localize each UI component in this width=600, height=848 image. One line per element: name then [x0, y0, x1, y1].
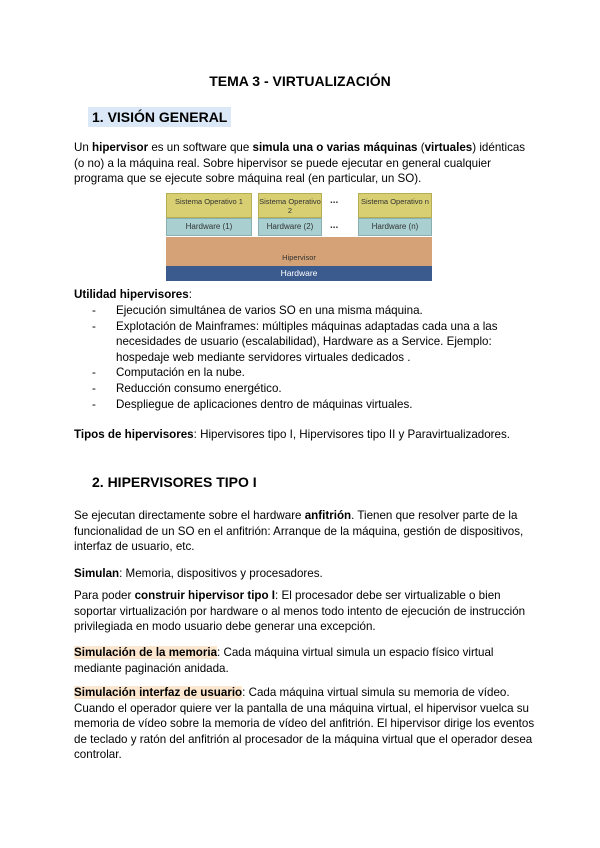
tipo1-paragraph-5 [74, 685, 536, 763]
tipo1-paragraph-3 [74, 588, 536, 635]
term-virtuales: virtuales [424, 141, 473, 154]
term-construir: construir hipervisor tipo I [134, 589, 276, 602]
term-hipervisor: hipervisor [92, 141, 149, 154]
tipos-text: : Hipervisores tipo I, Hipervisores tipo II y Paravirtualizadores. [193, 428, 511, 441]
page-title: TEMA 3 - VIRTUALIZACIÓN [209, 73, 391, 89]
intro-text-3: ( [417, 141, 425, 154]
diagram-hypervisor: Hipervisor [166, 237, 432, 266]
diagram-hw-1: Hardware (1) [166, 218, 252, 236]
utilidad-label [74, 287, 536, 303]
p2-text-1: : Memoria, dispositivos y procesadores. [119, 567, 323, 580]
highlight-simulacion-interfaz: Simulación interfaz de usuario [74, 686, 243, 699]
utilidad-label-text: Utilidad hipervisores [74, 288, 189, 301]
utilidad-colon: : [188, 288, 192, 301]
term-simula: simula una o varias máquinas [252, 141, 418, 154]
tipos-label: Tipos de hipervisores [74, 428, 194, 441]
p3-text-1: Para poder [74, 589, 135, 602]
tipo1-paragraph-4 [74, 645, 536, 676]
p5-text-1: : Cada máquina virtual simula su memoria de vídeo. Cuando el operador quiere ver la pantalla de una máquina virtual, el hipervisor vuelca su memoria de vídeo sobre la memoria de vídeo del anfitrión. El hipervisor dirige los eventos de teclado y ratón del anfitrión al procesador de la máquina virtual que el operador desea controlar. [74, 686, 535, 762]
highlight-simulacion-memoria: Simulación de la memoria [74, 646, 218, 659]
utilidad-list [92, 303, 532, 412]
list-item: - Ejecución simultánea de varios SO en una misma máquina. [92, 303, 532, 319]
tipo1-paragraph-1 [74, 508, 536, 555]
term-anfitrion: anfitrión [304, 509, 352, 522]
intro-text-2: es un software que [148, 141, 253, 154]
list-item: - Despliegue de aplicaciones dentro de máquinas virtuales. [92, 397, 532, 413]
intro-text-4: ) idénticas (o no) a la máquina real. Sobre hipervisor se puede ejecutar en general cualquier programa que se ejecute sobre máquina real (en particular, un SO). [74, 141, 526, 186]
intro-paragraph [74, 140, 536, 187]
p3-text-2: : El procesador debe ser virtualizable o bien soportar virtualización por hardware o al menos todo intento de ejecución de instrucción privilegiada en modo usuario debe generar una excepción. [74, 589, 526, 634]
diagram-hw-2: Hardware (2) [258, 218, 322, 236]
list-item: - Computación en la nube. [92, 365, 532, 381]
p1-text-2: . Tienen que resolver parte de la funcionalidad de un SO en el anfitrión: Arranque de la máquina, gestión de dispositivos, interfaz de usuario, etc. [74, 509, 524, 554]
diagram-so-2: Sistema Operativo 2 [258, 193, 322, 218]
diagram-hardware: Hardware [166, 266, 432, 281]
p4-text-1: : Cada máquina virtual simula un espacio físico virtual mediante paginación anidada. [74, 646, 494, 675]
p1-text-1: Se ejecutan directamente sobre el hardware [74, 509, 305, 522]
hypervisor-diagram [166, 193, 432, 281]
term-simulan: Simulan [74, 567, 120, 580]
list-item: - Reducción consumo energético. [92, 381, 532, 397]
diagram-hw-n: Hardware (n) [358, 218, 432, 236]
diagram-dots-top: ... [330, 195, 339, 206]
section-heading-vision-general: 1. VISIÓN GENERAL [88, 107, 231, 127]
diagram-dots-mid: ... [330, 220, 339, 231]
intro-text-1: Un [74, 141, 93, 154]
diagram-so-1: Sistema Operativo 1 [166, 193, 252, 218]
diagram-so-n: Sistema Operativo n [358, 193, 432, 218]
list-item: - Explotación de Mainframes: múltiples máquinas adaptadas cada una a las necesidades de usuario (escalabilidad), Hardware as a Service. Ejemplo: hospedaje web mediante servidores virtuales dedicados . [92, 319, 532, 366]
tipos-paragraph [74, 427, 536, 443]
section-heading-hipervisores-tipo-1: 2. HIPERVISORES TIPO I [92, 474, 257, 490]
tipo1-paragraph-2 [74, 566, 536, 582]
